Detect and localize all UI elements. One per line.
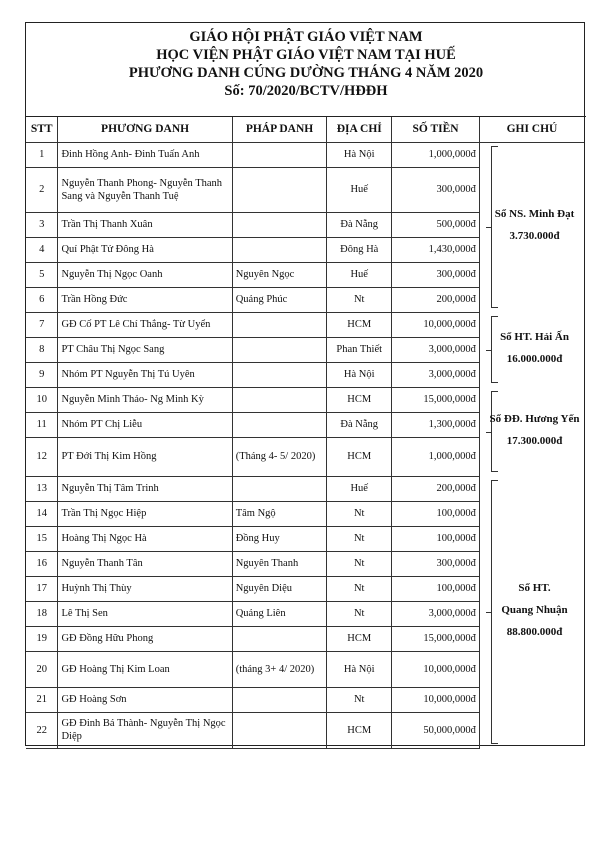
row-amount: 50,000,000đ: [392, 712, 480, 748]
row-dharma-name: Nguyên Ngọc: [232, 262, 327, 287]
row-amount: 100,000đ: [392, 501, 480, 526]
row-amount: 1,430,000đ: [392, 237, 480, 262]
row-dharma-name: [232, 712, 327, 748]
col-header-address: ĐỊA CHỈ: [327, 117, 392, 142]
row-dharma-name: Đồng Huy: [232, 526, 327, 551]
table-row: [26, 501, 584, 526]
row-address: Hà Nội: [327, 142, 392, 167]
row-address: HCM: [327, 626, 392, 651]
note-total: 17.300.000đ: [506, 434, 563, 447]
row-address: HCM: [327, 312, 392, 337]
row-amount: 10,000,000đ: [392, 651, 480, 687]
row-name: Nguyễn Thanh Phong- Nguyễn Thanh Sang và Nguyễn Thanh Tuệ: [58, 167, 232, 212]
row-address: Nt: [327, 551, 392, 576]
row-dharma-name: (Tháng 4- 5/ 2020): [232, 437, 327, 476]
row-dharma-name: [232, 312, 327, 337]
row-name: Quí Phật Tử Đông Hà: [58, 237, 232, 262]
row-amount: 500,000đ: [392, 212, 480, 237]
row-name: PT Đới Thị Kim Hồng: [58, 437, 232, 476]
row-note: [479, 501, 584, 526]
row-name: Nguyễn Thị Ngọc Oanh: [58, 262, 232, 287]
row-name: GĐ Đinh Bá Thành- Nguyễn Thị Ngọc Diệp: [58, 712, 232, 748]
row-amount: 3,000,000đ: [392, 601, 480, 626]
note-label: Sổ NS. Minh Đạt: [494, 208, 575, 220]
table-row: [26, 387, 584, 412]
row-stt: 10: [26, 387, 58, 412]
row-amount: 100,000đ: [392, 526, 480, 551]
row-dharma-name: Tâm Ngộ: [232, 501, 327, 526]
note-label: Sổ ĐĐ. Hương Yến: [489, 412, 580, 425]
note-total: 88.800.000đ: [506, 626, 563, 638]
row-address: Đà Nẵng: [327, 212, 392, 237]
row-amount: 100,000đ: [392, 576, 480, 601]
row-address: Nt: [327, 576, 392, 601]
row-dharma-name: [232, 687, 327, 712]
row-stt: 2: [26, 167, 58, 212]
row-stt: 11: [26, 412, 58, 437]
row-name: Đinh Hồng Anh- Đinh Tuấn Anh: [58, 142, 232, 167]
row-name: Nguyễn Thị Tâm Trinh: [58, 476, 232, 501]
row-name: GĐ Hoàng Thị Kim Loan: [58, 651, 232, 687]
note-label: Sổ HT. Hải Ấn: [500, 330, 569, 343]
row-amount: 300,000đ: [392, 262, 480, 287]
document-number: Số: 70/2020/BCTV/HĐĐH: [224, 83, 388, 99]
row-address: Nt: [327, 287, 392, 312]
row-amount: 200,000đ: [392, 287, 480, 312]
row-dharma-name: [232, 476, 327, 501]
org-name: GIÁO HỘI PHẬT GIÁO VIỆT NAM: [189, 29, 423, 45]
row-address: Nt: [327, 501, 392, 526]
row-address: Đà Nẵng: [327, 412, 392, 437]
row-stt: 19: [26, 626, 58, 651]
row-amount: 200,000đ: [392, 476, 480, 501]
row-dharma-name: [232, 387, 327, 412]
row-amount: 10,000,000đ: [392, 312, 480, 337]
row-note: [479, 651, 584, 687]
row-amount: 3,000,000đ: [392, 362, 480, 387]
document-header: [26, 23, 586, 117]
row-stt: 4: [26, 237, 58, 262]
row-address: Nt: [327, 601, 392, 626]
row-name: GĐ Cố PT Lê Chí Thắng- Từ Uyển: [58, 312, 232, 337]
row-address: Huế: [327, 167, 392, 212]
row-name: Nhóm PT Nguyễn Thị Tú Uyên: [58, 362, 232, 387]
row-address: Hà Nội: [327, 651, 392, 687]
row-note: [479, 167, 584, 212]
row-stt: 22: [26, 712, 58, 748]
row-amount: 1,000,000đ: [392, 437, 480, 476]
note-group: [483, 581, 586, 647]
row-stt: 17: [26, 576, 58, 601]
note-total: 3.730.000đ: [509, 230, 560, 242]
row-name: GĐ Hoàng Sơn: [58, 687, 232, 712]
note-group: [483, 207, 586, 251]
row-dharma-name: (tháng 3+ 4/ 2020): [232, 651, 327, 687]
document-frame: [25, 22, 585, 746]
note-total: 16.000.000đ: [506, 352, 563, 365]
row-name: Huỳnh Thị Thùy: [58, 576, 232, 601]
row-name: PT Châu Thị Ngọc Sang: [58, 337, 232, 362]
row-note: [479, 262, 584, 287]
row-note: [479, 551, 584, 576]
row-dharma-name: [232, 337, 327, 362]
row-dharma-name: Quảng Liên: [232, 601, 327, 626]
note-label-2: Quang Nhuận: [501, 604, 568, 616]
document-title: PHƯƠNG DANH CÚNG DƯỜNG THÁNG 4 NĂM 2020: [128, 65, 484, 81]
row-amount: 300,000đ: [392, 551, 480, 576]
row-dharma-name: [232, 362, 327, 387]
row-amount: 3,000,000đ: [392, 337, 480, 362]
row-address: Nt: [327, 526, 392, 551]
row-amount: 15,000,000đ: [392, 626, 480, 651]
row-address: Nt: [327, 687, 392, 712]
row-name: Trần Thị Thanh Xuân: [58, 212, 232, 237]
row-stt: 21: [26, 687, 58, 712]
note-label: Sổ HT.: [518, 582, 551, 594]
table-row: [26, 712, 584, 748]
table-header-row: [26, 117, 584, 142]
row-name: Nguyễn Minh Thảo- Ng Minh Kỳ: [58, 387, 232, 412]
row-address: Đông Hà: [327, 237, 392, 262]
row-name: Trần Thị Ngọc Hiệp: [58, 501, 232, 526]
row-dharma-name: [232, 412, 327, 437]
row-address: Huế: [327, 262, 392, 287]
note-group: [483, 330, 586, 374]
row-stt: 20: [26, 651, 58, 687]
row-address: Hà Nội: [327, 362, 392, 387]
row-stt: 3: [26, 212, 58, 237]
row-stt: 1: [26, 142, 58, 167]
row-address: Phan Thiết: [327, 337, 392, 362]
row-dharma-name: Nguyên Diệu: [232, 576, 327, 601]
row-stt: 18: [26, 601, 58, 626]
institute-name: HỌC VIỆN PHẬT GIÁO VIỆT NAM TẠI HUẾ: [156, 47, 456, 63]
row-name: GĐ Đồng Hữu Phong: [58, 626, 232, 651]
table-row: [26, 167, 584, 212]
row-dharma-name: Nguyên Thanh: [232, 551, 327, 576]
row-dharma-name: [232, 167, 327, 212]
table-row: [26, 287, 584, 312]
row-stt: 8: [26, 337, 58, 362]
row-stt: 12: [26, 437, 58, 476]
col-header-note: GHI CHÚ: [479, 117, 584, 142]
row-stt: 6: [26, 287, 58, 312]
row-stt: 5: [26, 262, 58, 287]
row-dharma-name: [232, 626, 327, 651]
table-row: [26, 651, 584, 687]
row-amount: 1,000,000đ: [392, 142, 480, 167]
row-address: Huế: [327, 476, 392, 501]
row-note: [479, 287, 584, 312]
table-row: [26, 526, 584, 551]
row-stt: 9: [26, 362, 58, 387]
col-header-name: PHƯƠNG DANH: [58, 117, 232, 142]
row-address: HCM: [327, 437, 392, 476]
row-dharma-name: [232, 142, 327, 167]
row-note: [479, 526, 584, 551]
row-address: HCM: [327, 712, 392, 748]
row-dharma-name: Quảng Phúc: [232, 287, 327, 312]
row-name: Trần Hồng Đức: [58, 287, 232, 312]
table-row: [26, 551, 584, 576]
table-row: [26, 687, 584, 712]
row-address: HCM: [327, 387, 392, 412]
row-dharma-name: [232, 212, 327, 237]
row-stt: 15: [26, 526, 58, 551]
row-name: Nguyễn Thanh Tân: [58, 551, 232, 576]
row-dharma-name: [232, 237, 327, 262]
table-row: [26, 142, 584, 167]
note-group: [483, 412, 586, 456]
col-header-amount: SỐ TIỀN: [392, 117, 480, 142]
row-name: Lê Thị Sen: [58, 601, 232, 626]
row-amount: 15,000,000đ: [392, 387, 480, 412]
row-amount: 300,000đ: [392, 167, 480, 212]
table-row: [26, 476, 584, 501]
col-header-stt: STT: [26, 117, 58, 142]
row-stt: 16: [26, 551, 58, 576]
row-name: Nhóm PT Chị Liễu: [58, 412, 232, 437]
table-row: [26, 262, 584, 287]
row-name: Hoàng Thị Ngọc Hà: [58, 526, 232, 551]
row-stt: 13: [26, 476, 58, 501]
row-amount: 10,000,000đ: [392, 687, 480, 712]
row-stt: 14: [26, 501, 58, 526]
row-stt: 7: [26, 312, 58, 337]
row-note: [479, 687, 584, 712]
col-header-dharma-name: PHÁP DANH: [232, 117, 327, 142]
row-amount: 1,300,000đ: [392, 412, 480, 437]
